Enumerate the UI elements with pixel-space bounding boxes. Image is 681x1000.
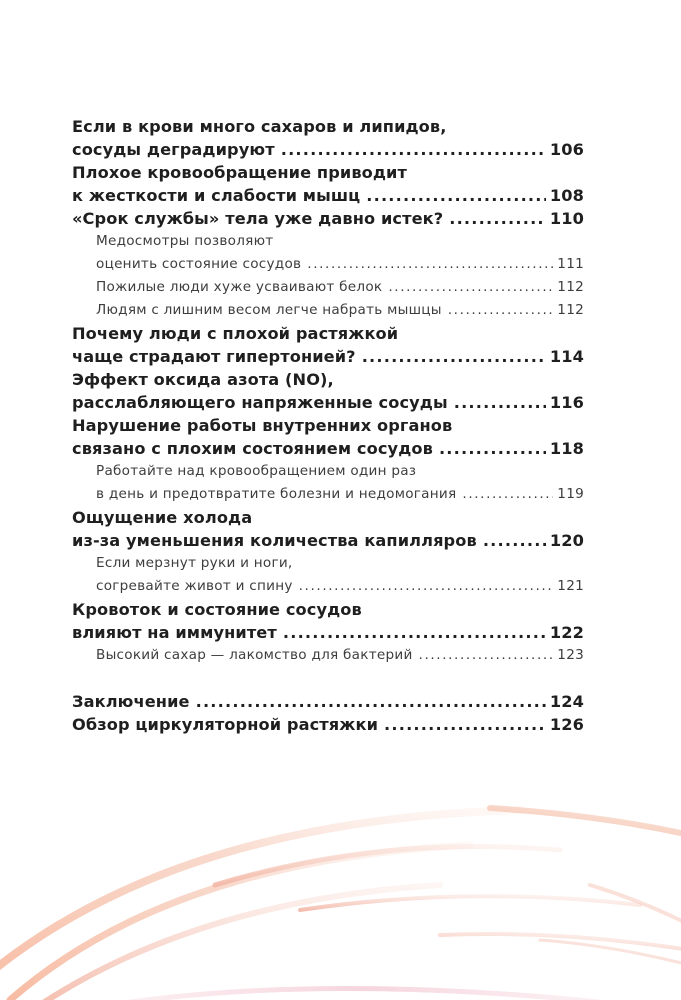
toc-entry-title-line: согревайте живот и спину — [96, 578, 293, 594]
toc-entry-title-line: расслабляющего напряженные сосуды — [72, 393, 448, 412]
toc-entry-last-line — [96, 575, 584, 598]
dot-leader — [307, 253, 553, 276]
toc-entry-last-line — [72, 345, 584, 368]
toc-entry-title-line: Высокий сахар — лакомство для бактерий — [96, 647, 413, 663]
arc-7 — [490, 808, 681, 835]
toc-entry-last-line — [72, 713, 584, 736]
toc-entry-title-line: Кровоток и состояние сосудов — [72, 600, 362, 619]
toc-entry-title-line: чаще страдают гипертонией? — [72, 347, 356, 366]
toc-entry-last-line — [72, 138, 584, 161]
table-of-contents — [72, 115, 584, 736]
toc-entry-title-line: Почему люди с плохой растяжкой — [72, 324, 399, 343]
toc-entry-title-line: Людям с лишним весом легче набрать мышцы — [96, 302, 442, 318]
toc-entry — [72, 506, 584, 552]
toc-entry — [72, 207, 584, 230]
dot-leader — [384, 713, 546, 736]
dot-leader — [299, 575, 554, 598]
dot-leader — [449, 207, 546, 230]
toc-entry — [72, 115, 584, 161]
toc-entry-title-line: в день и предотвратите болезни и недомогания — [96, 486, 457, 502]
toc-entry — [72, 644, 584, 667]
toc-entry-title-line: оценить состояние сосудов — [96, 256, 302, 272]
toc-entry-last-line — [96, 299, 584, 322]
toc-entry-title-line: «Срок службы» тела уже давно истек? — [72, 209, 444, 228]
toc-entry-title-line: Эффект оксида азота (NO), — [72, 370, 334, 389]
toc-entry-title-line: Если мерзнут руки и ноги, — [96, 555, 293, 571]
dot-leader — [196, 690, 546, 713]
toc-entry — [72, 460, 584, 506]
toc-entry-title-line: Медосмотры позволяют — [96, 233, 274, 249]
arc-1 — [0, 810, 520, 990]
dot-leader — [462, 483, 553, 506]
toc-entry-title-line: сосуды деградируют — [72, 140, 275, 159]
toc-page-number: 119 — [557, 486, 584, 502]
dot-leader — [454, 391, 546, 414]
toc-page-number: 110 — [549, 209, 584, 228]
toc-entry-last-line — [72, 184, 584, 207]
arc-4 — [215, 847, 560, 885]
toc-entry — [72, 414, 584, 460]
dot-leader — [419, 644, 554, 667]
dot-leader — [483, 529, 546, 552]
toc-page-number: 114 — [549, 347, 584, 366]
toc-entry — [72, 713, 584, 736]
toc-entry-last-line — [96, 483, 584, 506]
dot-leader — [388, 276, 553, 299]
toc-entry — [72, 230, 584, 276]
toc-page-number: 106 — [549, 140, 584, 159]
toc-entry-title-line: к жесткости и слабости мышц — [72, 186, 361, 205]
toc-page-number: 118 — [549, 439, 584, 458]
toc-page-number: 108 — [549, 186, 584, 205]
toc-entry-last-line — [96, 644, 584, 667]
toc-entry-title-line: Если в крови много сахаров и липидов, — [72, 117, 447, 136]
toc-entry-title-line: Пожилые люди хуже усваивают белок — [96, 279, 383, 295]
toc-page-number: 116 — [549, 393, 584, 412]
dot-leader — [281, 138, 546, 161]
dot-leader — [283, 621, 546, 644]
toc-entry-last-line — [72, 621, 584, 644]
toc-entry — [72, 552, 584, 598]
toc-entry-title-line: Работайте над кровообращением один раз — [96, 463, 417, 479]
toc-entry-last-line — [72, 437, 584, 460]
dot-leader — [448, 299, 554, 322]
toc-page-number: 121 — [557, 578, 584, 594]
toc-entry — [72, 161, 584, 207]
toc-page-number: 123 — [557, 647, 584, 663]
toc-entry — [72, 322, 584, 368]
toc-entry — [72, 299, 584, 322]
toc-entry-title-line: Обзор циркуляторной растяжки — [72, 715, 379, 734]
toc-entry-last-line — [72, 391, 584, 414]
toc-entry-last-line — [96, 276, 584, 299]
toc-entry-title-line: Плохое кровообращение приводит — [72, 163, 407, 182]
toc-page-number: 120 — [549, 531, 584, 550]
toc-entry — [72, 690, 584, 713]
toc-page-number: 111 — [557, 256, 584, 272]
toc-entry — [72, 598, 584, 644]
toc-entry-title-line: Заключение — [72, 692, 190, 711]
toc-page-number: 122 — [549, 623, 584, 642]
toc-entry-title-line: связано с плохим состоянием сосудов — [72, 439, 433, 458]
toc-entry-last-line — [72, 529, 584, 552]
toc-entry-title-line: из-за уменьшения количества капилляров — [72, 531, 477, 550]
toc-entry-last-line — [96, 253, 584, 276]
toc-page-number: 112 — [557, 279, 584, 295]
toc-entry — [72, 276, 584, 299]
arc-10 — [130, 989, 600, 1000]
toc-entry-title-line: влияют на иммунитет — [72, 623, 277, 642]
toc-page-number: 124 — [549, 692, 584, 711]
toc-entry-last-line — [72, 207, 584, 230]
toc-entry-title-line: Нарушение работы внутренних органов — [72, 416, 453, 435]
arc-5 — [300, 896, 640, 910]
dot-leader — [366, 184, 546, 207]
dot-leader — [439, 437, 546, 460]
dot-leader — [362, 345, 546, 368]
toc-entry-title-line: Ощущение холода — [72, 508, 253, 527]
decorative-arcs — [0, 790, 681, 1000]
toc-page-number: 126 — [549, 715, 584, 734]
toc-page-number: 112 — [557, 302, 584, 318]
arc-2 — [10, 845, 470, 1000]
toc-entry — [72, 368, 584, 414]
toc-entry-last-line — [72, 690, 584, 713]
